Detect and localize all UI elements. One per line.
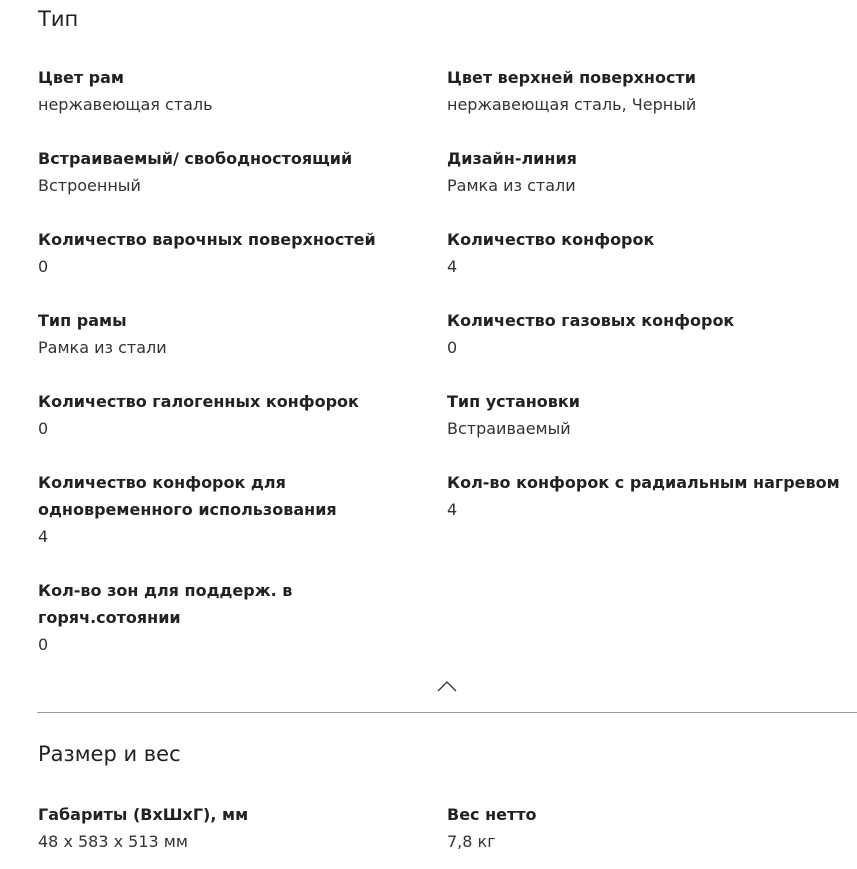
spec-label: Цвет верхней поверхности	[447, 68, 696, 87]
spec-label: Количество конфорок для одновременного использования	[38, 473, 337, 519]
spec-label: Кол-во зон для поддерж. в горяч.сотоянии	[38, 581, 293, 627]
spec-label: Тип установки	[447, 392, 580, 411]
spec-value: Встраиваемый	[447, 419, 571, 438]
spec-value: 4	[447, 257, 458, 276]
spec-frame-type	[38, 307, 398, 361]
spec-value: 0	[447, 338, 458, 357]
section-divider	[37, 712, 857, 713]
spec-cooking-surfaces-count	[38, 226, 398, 280]
spec-label: Тип рамы	[38, 311, 127, 330]
spec-simultaneous-burners-count	[38, 469, 398, 550]
spec-built-in-freestanding	[38, 145, 398, 199]
spec-value: Рамка из стали	[447, 176, 576, 195]
spec-keep-warm-zones-count	[38, 577, 338, 658]
spec-label: Встраиваемый/ свободностоящий	[38, 149, 353, 168]
section-title-size-weight: Размер и вес	[38, 742, 181, 766]
spec-top-surface-color	[447, 64, 852, 118]
spec-label: Цвет рам	[38, 68, 124, 87]
spec-frame-color	[38, 64, 398, 118]
spec-dimensions	[38, 801, 398, 855]
spec-design-line	[447, 145, 852, 199]
spec-label: Количество газовых конфорок	[447, 311, 735, 330]
chevron-up-icon	[436, 679, 458, 693]
spec-label: Количество варочных поверхностей	[38, 230, 376, 249]
section-title-type: Тип	[38, 7, 79, 31]
spec-label: Вес нетто	[447, 805, 537, 824]
spec-value: Встроенный	[38, 176, 141, 195]
spec-value: 4	[38, 527, 49, 546]
spec-value: 4	[447, 500, 458, 519]
spec-installation-type	[447, 388, 852, 442]
spec-value: Рамка из стали	[38, 338, 167, 357]
spec-value: нержавеющая сталь	[38, 95, 213, 114]
spec-label: Количество конфорок	[447, 230, 655, 249]
spec-label: Кол-во конфорок с радиальным нагревом	[447, 473, 840, 492]
spec-label: Габариты (ВхШхГ), мм	[38, 805, 249, 824]
spec-label: Дизайн-линия	[447, 149, 577, 168]
spec-value: 0	[38, 635, 49, 654]
spec-value: нержавеющая сталь, Черный	[447, 95, 697, 114]
spec-gas-burners-count	[447, 307, 852, 361]
spec-halogen-burners-count	[38, 388, 398, 442]
spec-label: Количество галогенных конфорок	[38, 392, 359, 411]
spec-net-weight	[447, 801, 852, 855]
spec-value: 0	[38, 419, 49, 438]
spec-burners-count	[447, 226, 852, 280]
collapse-section-button[interactable]	[436, 678, 458, 692]
spec-value: 7,8 кг	[447, 832, 496, 851]
spec-value: 0	[38, 257, 49, 276]
spec-value: 48 x 583 x 513 мм	[38, 832, 188, 851]
spec-radiant-burners-count	[447, 469, 852, 523]
